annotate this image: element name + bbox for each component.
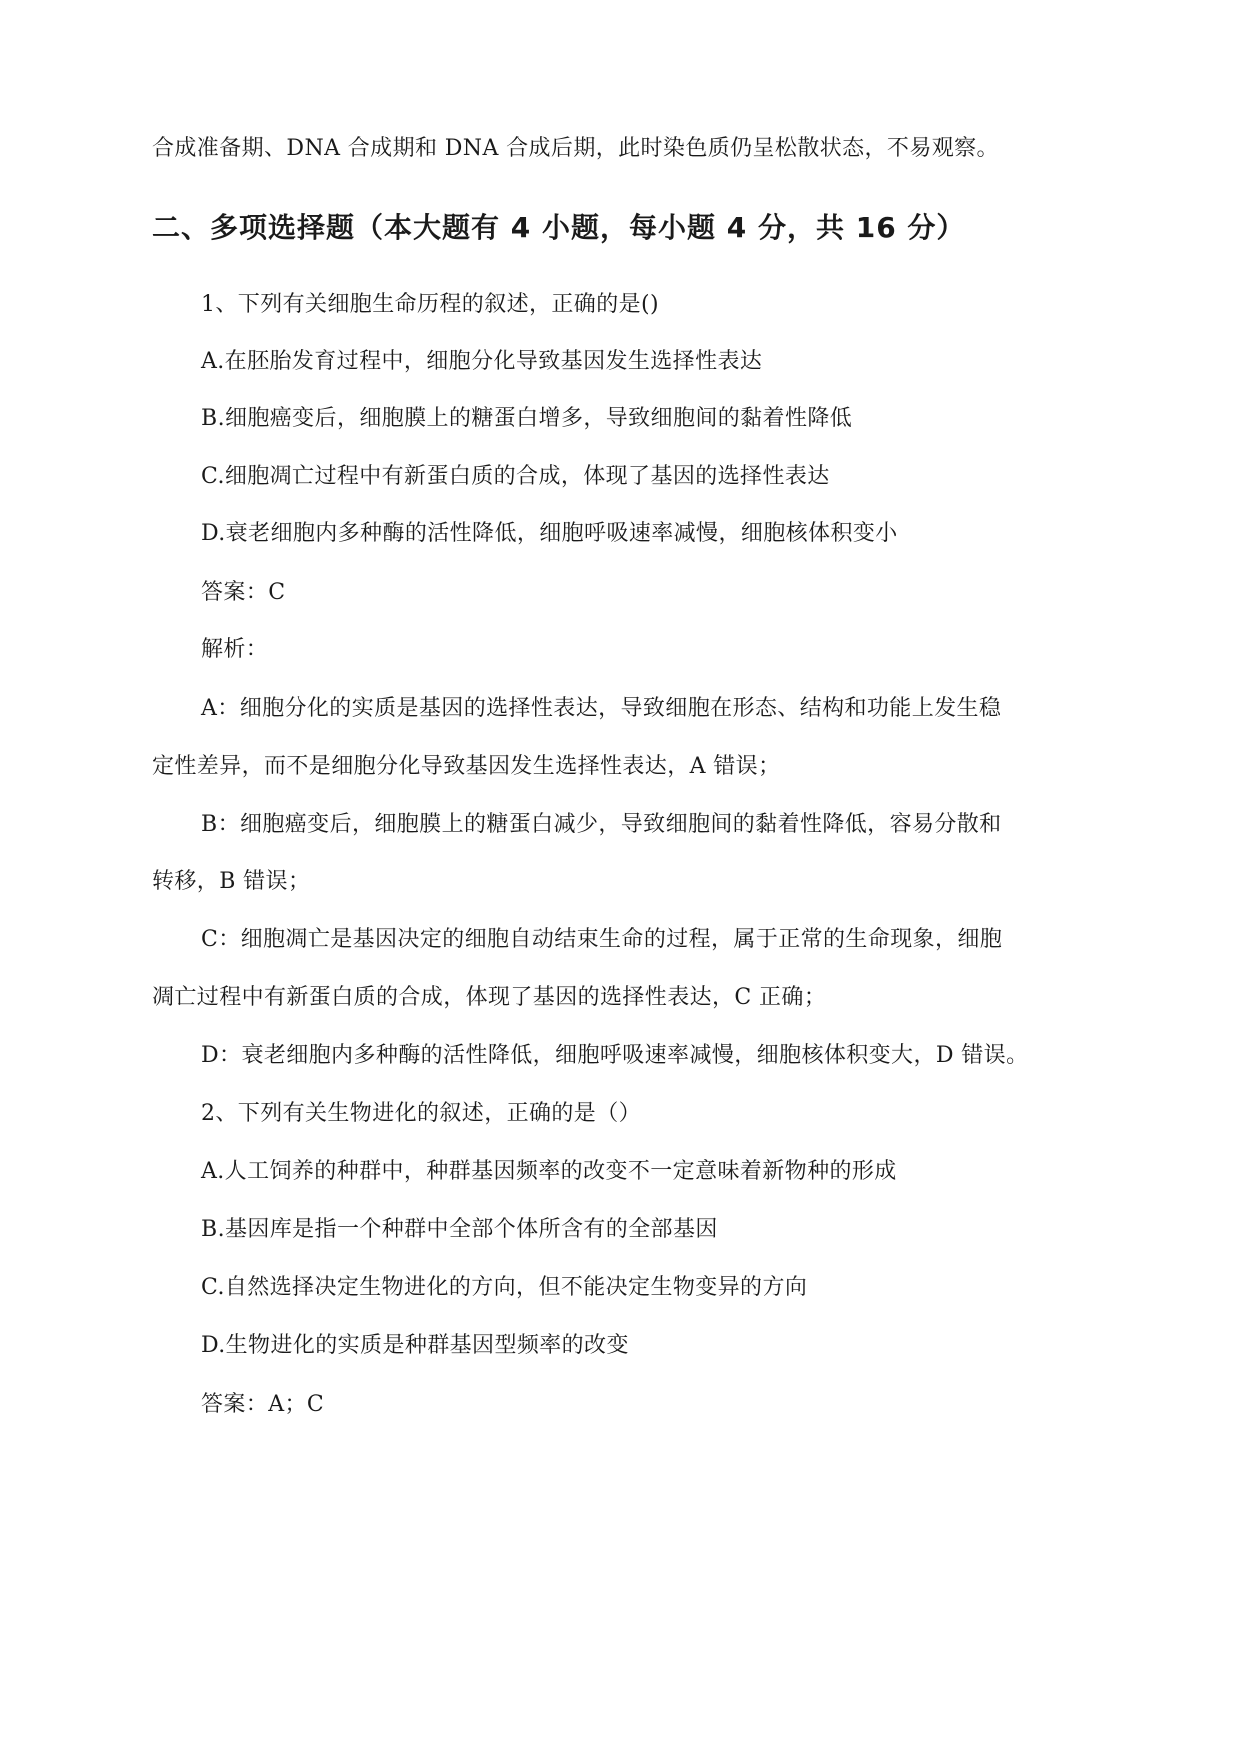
question-1-answer: 答案：C: [201, 580, 286, 605]
question-1-option-c: C.细胞凋亡过程中有新蛋白质的合成，体现了基因的选择性表达: [201, 464, 830, 489]
question-1-explanation-d: D：衰老细胞内多种酶的活性降低，细胞呼吸速率减慢，细胞核体积变大，D 错误。: [201, 1043, 1029, 1068]
question-1-stem: 1、下列有关细胞生命历程的叙述，正确的是(): [201, 292, 659, 317]
question-1-explanation-b-line-2: 转移，B 错误；: [152, 869, 311, 894]
question-1-analysis-label: 解析：: [201, 637, 269, 662]
question-1-option-a: A.在胚胎发育过程中，细胞分化导致基因发生选择性表达: [201, 349, 763, 374]
question-2-option-b: B.基因库是指一个种群中全部个体所含有的全部基因: [201, 1217, 718, 1242]
question-2-answer: 答案：A；C: [201, 1392, 325, 1417]
question-1-explanation-c-line-1: C：细胞凋亡是基因决定的细胞自动结束生命的过程，属于正常的生命现象，细胞: [201, 927, 1003, 952]
question-2-option-a: A.人工饲养的种群中，种群基因频率的改变不一定意味着新物种的形成: [201, 1159, 897, 1184]
question-1-option-b: B.细胞癌变后，细胞膜上的糖蛋白增多，导致细胞间的黏着性降低: [201, 406, 853, 431]
continuation-text: 合成准备期、DNA 合成期和 DNA 合成后期，此时染色质仍呈松散状态，不易观察。: [152, 136, 999, 161]
question-1-explanation-c-line-2: 凋亡过程中有新蛋白质的合成，体现了基因的选择性表达，C 正确；: [152, 985, 827, 1010]
question-1-explanation-a-line-1: A：细胞分化的实质是基因的选择性表达，导致细胞在形态、结构和功能上发生稳: [201, 696, 1002, 721]
question-2-option-c: C.自然选择决定生物进化的方向，但不能决定生物变异的方向: [201, 1275, 808, 1300]
question-2-option-d: D.生物进化的实质是种群基因型频率的改变: [201, 1333, 629, 1358]
question-2-stem: 2、下列有关生物进化的叙述，正确的是（）: [201, 1101, 641, 1126]
question-1-explanation-a-line-2: 定性差异，而不是细胞分化导致基因发生选择性表达，A 错误；: [152, 754, 781, 779]
question-1-explanation-b-line-1: B：细胞癌变后，细胞膜上的糖蛋白减少，导致细胞间的黏着性降低，容易分散和: [201, 812, 1002, 837]
section-heading: 二、多项选择题（本大题有 4 小题，每小题 4 分，共 16 分）: [152, 211, 966, 244]
question-1-option-d: D.衰老细胞内多种酶的活性降低，细胞呼吸速率减慢，细胞核体积变小: [201, 521, 898, 546]
